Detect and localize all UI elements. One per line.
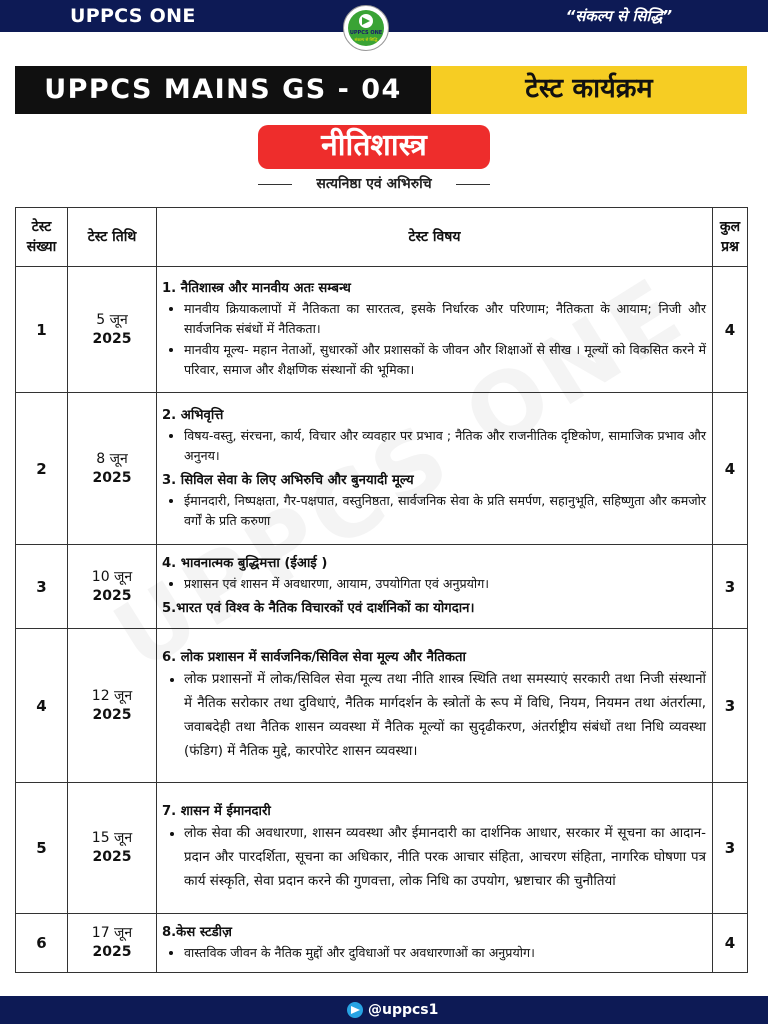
test-date xyxy=(68,914,157,973)
total-questions: 3 xyxy=(713,783,748,914)
test-date-year: 2025 xyxy=(92,330,132,347)
test-date xyxy=(68,393,157,545)
test-number: 2 xyxy=(16,393,68,545)
table-row xyxy=(16,914,748,973)
test-date xyxy=(68,629,157,783)
divider-right xyxy=(456,184,490,185)
telegram-icon xyxy=(347,1002,363,1018)
schedule-table xyxy=(15,207,748,973)
test-date-day: 12 जून xyxy=(91,687,133,704)
test-date-day: 15 जून xyxy=(91,830,133,846)
test-date-year: 2025 xyxy=(92,706,132,723)
header-test-topic: टेस्ट विषय xyxy=(157,208,713,267)
logo-subtext: संकल्प से सिद्धि xyxy=(354,37,378,42)
header-test-number: टेस्ट संख्या xyxy=(16,208,68,267)
topic-bullets xyxy=(162,491,706,532)
topic-title: 1. नैतिशास्त्र और मानवीय अतः सम्बन्ध xyxy=(162,280,351,296)
schedule-label: टेस्ट कार्यक्रम xyxy=(431,66,747,114)
test-date-day: 10 जून xyxy=(91,568,133,585)
test-topic xyxy=(157,914,713,973)
test-date xyxy=(68,545,157,629)
test-date xyxy=(68,267,157,393)
topic-bullets xyxy=(162,822,706,894)
topic-title: 4. भावनात्मक बुद्धिमत्ता (ईआई ) xyxy=(162,556,328,572)
test-date-day: 17 जून xyxy=(91,925,133,941)
topic-bullet: • लोक प्रशासनों में लोक/सिविल सेवा मूल्य तथा नीति शास्त्र स्थिति तथा समस्याएं सरकारी तथा निजी संस्थानों में नैतिक सरोकार तथा दुविधाएं, नैतिक मार्गदर्शन के स्त्रोतों के रूप में विधि, नियम, नियमन तथा अंतर्रात्मा, जवाबदेही तथा नैतिक शासन व्यवस्था में नैतिक मूल्यों का सुदृढीकरण, अंतर्राष्ट्रीय संबंधों तथा निधि व्यवस्था (फंडिग) में नैतिक मुद्दे, कारपोरेट शासन व्यवस्था। xyxy=(184,668,706,764)
brand-logo xyxy=(343,5,389,51)
telegram-handle[interactable]: @uppcs1 xyxy=(368,1002,439,1018)
logo-text: UPPCS ONE xyxy=(349,30,383,36)
topic-bullet: • ईमानदारी, निष्पक्षता, गैर-पक्षपात, वस्तुनिष्ठता, सार्वजनिक सेवा के प्रति समर्पण, सहानुभूति, सहिष्णुता और कमजोर वर्गों के प्रति करुणा xyxy=(184,491,706,532)
topic-bullets xyxy=(162,574,706,595)
topic-title: 8.केस स्टडीज़ xyxy=(162,924,232,940)
test-topic xyxy=(157,267,713,393)
table-row xyxy=(16,545,748,629)
logo-emblem xyxy=(348,10,384,46)
topic-bullet: • वास्तविक जीवन के नैतिक मुद्दों और दुविधाओं पर अवधारणाओं का अनुप्रयोग। xyxy=(184,943,706,964)
subject-tagline: सत्यनिष्ठा एवं अभिरुचि xyxy=(316,176,432,192)
test-number: 6 xyxy=(16,914,68,973)
total-questions: 4 xyxy=(713,267,748,393)
subject-title: नीतिशास्त्र xyxy=(258,125,490,169)
total-questions: 4 xyxy=(713,914,748,973)
exam-title: UPPCS MAINS GS - 04 xyxy=(15,66,431,114)
table-row xyxy=(16,393,748,545)
test-number: 1 xyxy=(16,267,68,393)
test-date-year: 2025 xyxy=(92,849,132,865)
table-row xyxy=(16,267,748,393)
topic-title: 7. शासन में ईमानदारी xyxy=(162,804,271,819)
brand-name: UPPCS ONE xyxy=(70,5,196,27)
test-topic xyxy=(157,545,713,629)
telegram-logo-icon xyxy=(359,14,373,28)
topic-title: 2. अभिवृत्ति xyxy=(162,407,224,423)
topic-bullet: • प्रशासन एवं शासन में अवधारणा, आयाम, उपयोगिता एवं अनुप्रयोग। xyxy=(184,574,706,595)
topic-bullet: • विषय-वस्तु, संरचना, कार्य, विचार और व्यवहार पर प्रभाव ; नैतिक और राजनीतिक दृष्टिकोण, सामाजिक प्रभाव और अनुनय। xyxy=(184,426,706,467)
footer-bar xyxy=(0,996,768,1024)
table-row xyxy=(16,629,748,783)
test-topic xyxy=(157,393,713,545)
motto: “संकल्प से सिद्धि” xyxy=(565,7,672,25)
test-date-day: 8 जून xyxy=(96,450,128,467)
topic-bullets xyxy=(162,668,706,764)
test-topic xyxy=(157,629,713,783)
topic-bullet: • मानवीय क्रियाकलापों में नैतिकता का सारतत्व, इसके निर्धारक और परिणाम; नैतिकता के आयाम; निजी और सार्वजनिक संबंधों में नैतिकता। xyxy=(184,299,706,340)
topic-bullet: • लोक सेवा की अवधारणा, शासन व्यवस्था और ईमानदारी का दार्शनिक आधार, सरकार में सूचना का आदान-प्रदान और पारदर्शिता, सूचना का अधिकार, नीति परक आचार संहिता, आचरण संहिता, नागरिक घोषणा पत्र कार्य संस्कृति, सेवा प्रदान करने की गुणवत्ता, लोक निधि का उपयोग, भ्रष्टाचार की चुनौतियां xyxy=(184,822,706,894)
topic-title: 3. सिविल सेवा के लिए अभिरुचि और बुनयादी मूल्य xyxy=(162,472,414,488)
test-date-year: 2025 xyxy=(92,587,132,604)
test-date xyxy=(68,783,157,914)
topic-bullets xyxy=(162,943,706,964)
table-row xyxy=(16,783,748,914)
topic-title: 5.भारत एवं विश्व के नैतिक विचारकों एवं दार्शनिकों का योगदान। xyxy=(162,600,475,616)
test-number: 5 xyxy=(16,783,68,914)
header-test-date: टेस्ट तिथि xyxy=(68,208,157,267)
table-header-row xyxy=(16,208,748,267)
topic-title: 6. लोक प्रशासन में सार्वजनिक/सिविल सेवा मूल्य और नैतिकता xyxy=(162,649,466,665)
test-date-year: 2025 xyxy=(92,944,132,960)
total-questions: 4 xyxy=(713,393,748,545)
test-date-year: 2025 xyxy=(92,469,132,486)
test-date-day: 5 जून xyxy=(96,311,128,328)
test-number: 3 xyxy=(16,545,68,629)
topic-bullet: • मानवीय मूल्य- महान नेताओं, सुधारकों और प्रशासकों के जीवन और शिक्षाओं से सीख । मूल्यों को विकसित करने में परिवार, समाज और शैक्षणिक संस्थानों की भूमिका। xyxy=(184,340,706,381)
total-questions: 3 xyxy=(713,629,748,783)
topic-bullets xyxy=(162,426,706,467)
topic-bullets xyxy=(162,299,706,381)
total-questions: 3 xyxy=(713,545,748,629)
test-topic xyxy=(157,783,713,914)
header-total-questions: कुल प्रश्न xyxy=(713,208,748,267)
test-number: 4 xyxy=(16,629,68,783)
